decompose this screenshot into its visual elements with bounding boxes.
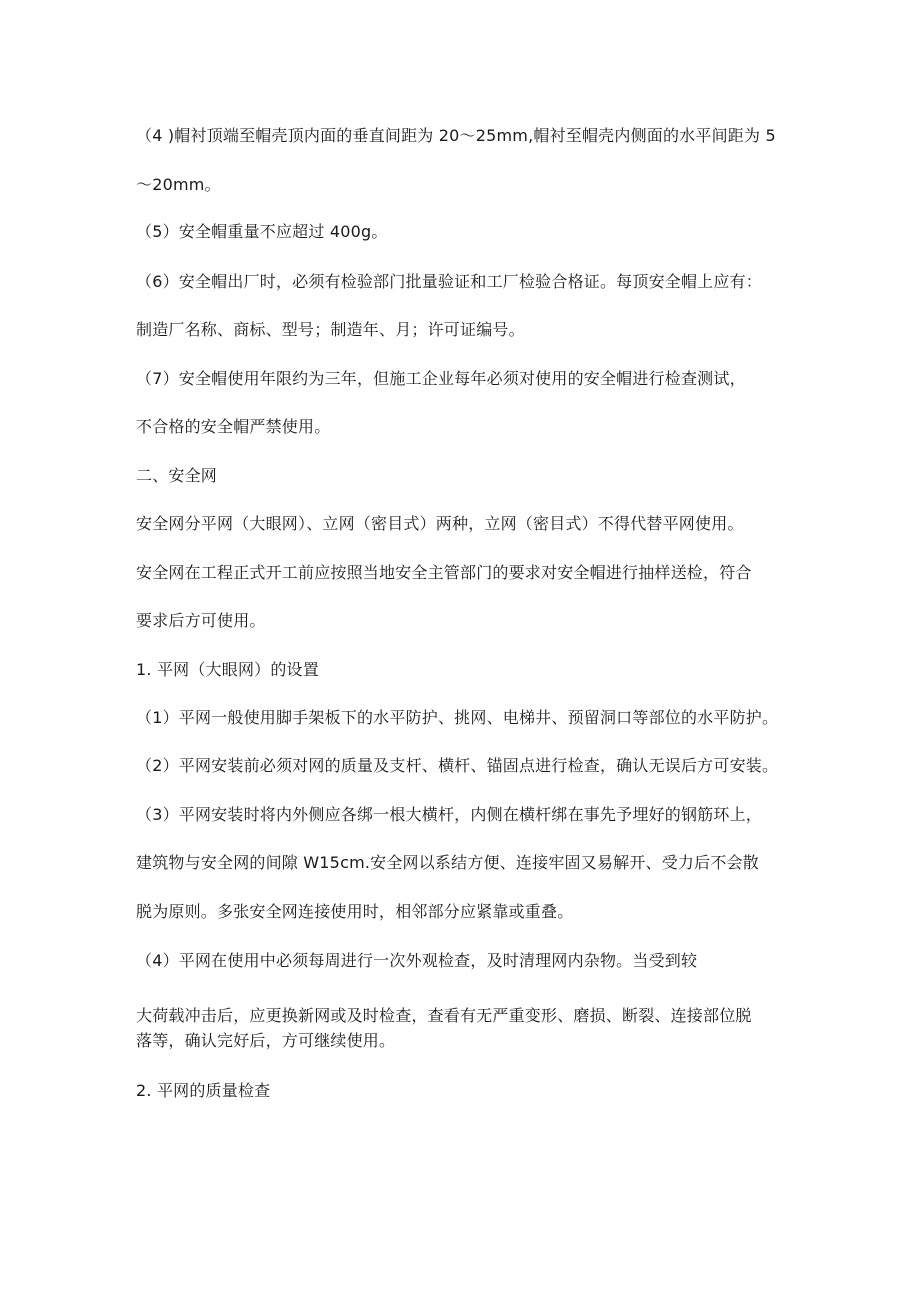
paragraph-line: （2）平网安装前必须对网的质量及支杆、横杆、锚固点进行检查，确认无误后方可安装。 — [136, 756, 779, 775]
paragraph-line: 安全网在工程正式开工前应按照当地安全主管部门的要求对安全帽进行抽样送检，符合 — [136, 563, 752, 582]
paragraph-line: 落等，确认完好后，方可继续使用。 — [136, 1031, 396, 1050]
section-heading: 二、安全网 — [136, 466, 218, 485]
paragraph-line: （1）平网一般使用脚手架板下的水平防护、挑网、电梯井、预留洞口等部位的水平防护。 — [136, 708, 779, 727]
paragraph-line: 大荷载冲击后，应更换新网或及时检查，查看有无严重变形、磨损、断裂、连接部位脱 — [136, 1006, 752, 1025]
paragraph-line: （6）安全帽出厂时，必须有检验部门批量验证和工厂检验合格证。每顶安全帽上应有： — [136, 272, 762, 291]
paragraph-line: （5）安全帽重量不应超过 400g。 — [136, 222, 388, 241]
paragraph-line: ～20mm。 — [136, 175, 221, 194]
paragraph-line: （4）平网在使用中必须每周进行一次外观检查，及时清理网内杂物。当受到较 — [136, 951, 698, 970]
paragraph-line: 安全网分平网（大眼网）、立网（密目式）两种，立网（密目式）不得代替平网使用。 — [136, 514, 744, 533]
paragraph-line: 要求后方可使用。 — [136, 611, 266, 630]
paragraph-line: （7）安全帽使用年限约为三年，但施工企业每年必须对使用的安全帽进行检查测试， — [136, 369, 746, 388]
paragraph-line: 建筑物与安全网的间隙 W15cm.安全网以系结方便、连接牢固又易解开、受力后不会散 — [136, 853, 759, 872]
subsection-heading: 1. 平网（大眼网）的设置 — [136, 660, 319, 679]
paragraph-line: 不合格的安全帽严禁使用。 — [136, 417, 331, 436]
subsection-heading: 2. 平网的质量检查 — [136, 1081, 271, 1100]
paragraph-line: （4 )帽衬顶端至帽壳顶内面的垂直间距为 20～25mm,帽衬至帽壳内侧面的水平间距为 5 — [136, 126, 776, 145]
paragraph-line: 脱为原则。多张安全网连接使用时，相邻部分应紧靠或重叠。 — [136, 902, 574, 921]
paragraph-line: 制造厂名称、商标、型号；制造年、月；许可证编号。 — [136, 320, 525, 339]
paragraph-line: （3）平网安装时将内外侧应各绑一根大横杆，内侧在横杆绑在事先予埋好的钢筋环上， — [136, 805, 762, 824]
